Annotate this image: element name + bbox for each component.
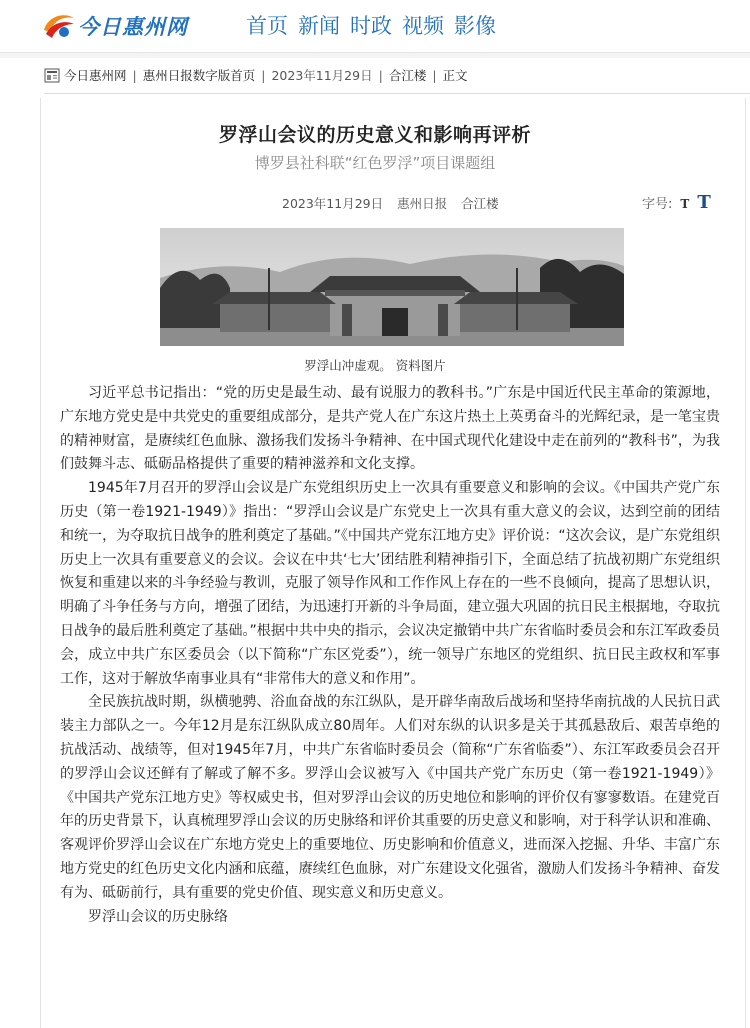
site-header <box>0 0 750 52</box>
breadcrumb-separator: | <box>132 67 137 83</box>
home-icon <box>44 68 60 83</box>
section-heading: 罗浮山会议的历史脉络 <box>88 908 228 925</box>
photo-caption: 罗浮山冲虚观。 资料图片 <box>304 358 446 373</box>
font-size-large-button[interactable]: T <box>697 192 711 213</box>
article-body <box>60 382 720 929</box>
breadcrumb-site[interactable]: 今日惠州网 <box>64 68 127 83</box>
nav-politics[interactable]: 时政 <box>350 14 392 38</box>
article-meta <box>282 194 499 212</box>
font-size-control <box>642 192 711 213</box>
breadcrumb-column[interactable]: 合江楼 <box>388 68 427 83</box>
logo-swoosh-icon <box>40 8 76 44</box>
font-size-label: 字号: <box>642 197 673 212</box>
article-photo <box>160 228 624 346</box>
breadcrumb-date[interactable]: 2023年11月29日 <box>271 68 373 83</box>
article-column[interactable]: 合江楼 <box>461 196 499 211</box>
paragraph: 习近平总书记指出：“党的历史是最生动、最有说服力的教科书。”广东是中国近代民主革命的策源地，广东地方党史是中共党史的重要组成部分，是共产党人在广东这片热土上英勇奋斗的光辉纪录，是一笔宝贵的精神财富，是赓续红色血脉、激扬我们发扬斗争精神、在中国式现代化建设中走在前列的“教科书”，为我们鼓舞斗志、砥砺品格提供了重要的精神滋养和文化支撑。 <box>60 385 720 473</box>
paragraph: 全民族抗战时期，纵横驰骋、浴血奋战的东江纵队，是开辟华南敌后战场和坚持华南抗战的人民抗日武装主力部队之一。今年12月是东江纵队成立80周年。人们对东纵的认识多是关于其孤悬敌后、艰苦卓绝的抗战活动、战绩等，但对1945年7月，中共广东省临时委员会（简称“广东省临委”）、东江军政委员会召开的罗浮山会议还鲜有了解或了解不多。罗浮山会议被写入《中国共产党广东历史（第一卷1921-1949）》《中国共产党东江地方史》等权威史书，但对罗浮山会议的历史地位和影响的评价仅有寥寥数语。在建党百年的历史背景下，认真梳理罗浮山会议的历史脉络和评价其重要的历史意义和影响，对于科学认识和准确、客观评价罗浮山会议在广东地方党史上的重要地位、历史影响和价值意义，进而深入挖掘、升华、丰富广东地方党史的红色历史文化内涵和底蕴，赓续红色血脉，对广东建设文化强省，激励人们发扬斗争精神、奋发有为、砥砺前行，具有重要的党史价值、现实意义和历史意义。 <box>60 694 720 901</box>
breadcrumb-separator: | <box>432 67 437 83</box>
nav-images[interactable]: 影像 <box>454 14 496 38</box>
breadcrumb-divider <box>44 93 750 94</box>
paragraph: 1945年7月召开的罗浮山会议是广东党组织历史上一次具有重要意义和影响的会议。《中国共产党广东历史（第一卷1921-1949）》指出：“罗浮山会议是广东党史上一次具有重大意义的会议，达到空前的团结和统一，为夺取抗日战争的胜利奠定了基础。”《中国共产党东江地方史》评价说：“这次会议，是广东党组织历史上一次具有重要意义的会议。会议在中共‘七大’团结胜利精神指引下，全面总结了抗战初期广东党组织恢复和重建以来的斗争经验与教训，克服了领导作风和工作作风上存在的一些不良倾向，提高了思想认识，明确了斗争任务与方向，增强了团结，为迅速打开新的斗争局面，建立强大巩固的抗日民主根据地，夺取抗日战争的最后胜利奠定了基础。”根据中共中央的指示，会议决定撤销中共广东省临时委员会和东江军政委员会，成立中共广东区委员会（以下简称“广东区党委”），统一领导广东地区的党组织、抗日民主政权和军事工作，这对于解放华南事业具有“非常伟大的意义和作用”。 <box>60 480 720 687</box>
temple-photo-illustration <box>160 228 624 346</box>
font-size-small-button[interactable]: T <box>680 197 690 211</box>
article-date: 2023年11月29日 <box>282 196 384 211</box>
site-logo[interactable] <box>40 8 188 44</box>
breadcrumb-digital-home[interactable]: 惠州日报数字版首页 <box>142 68 256 83</box>
breadcrumb-separator: | <box>261 67 266 83</box>
nav-news[interactable]: 新闻 <box>298 14 340 38</box>
header-divider <box>0 52 750 58</box>
nav-home[interactable]: 首页 <box>246 14 288 38</box>
main-nav <box>246 10 496 40</box>
breadcrumb <box>44 66 468 84</box>
article-subtitle: 博罗县社科联“红色罗浮”项目课题组 <box>254 154 496 172</box>
nav-video[interactable]: 视频 <box>402 14 444 38</box>
breadcrumb-current: 正文 <box>442 68 468 83</box>
breadcrumb-separator: | <box>378 67 383 83</box>
article-title: 罗浮山会议的历史意义和影响再评析 <box>218 124 531 146</box>
logo-text: 今日惠州网 <box>78 15 188 39</box>
article-source: 惠州日报 <box>397 196 448 211</box>
